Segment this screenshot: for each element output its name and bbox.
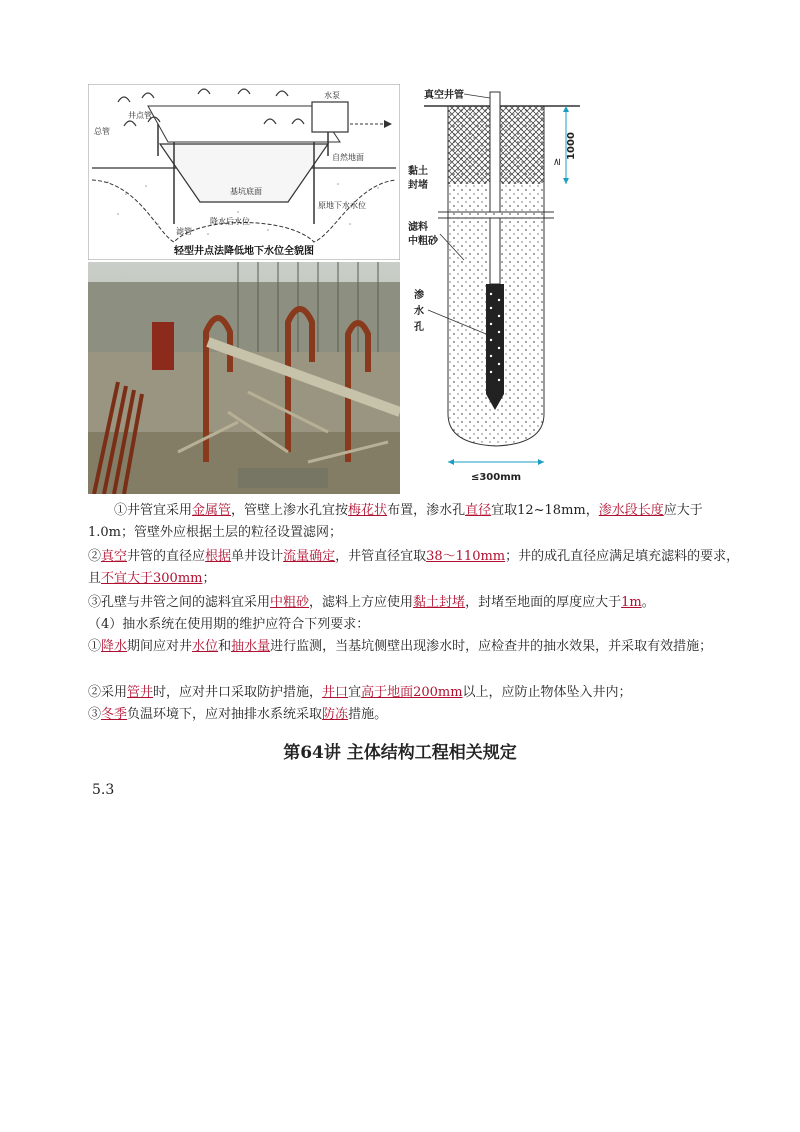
p7-text-1: ③ bbox=[88, 707, 102, 722]
p1-text-2: ，管壁上渗水孔宜按 bbox=[231, 503, 349, 518]
p6-text-1: ②采用 bbox=[88, 685, 128, 700]
diagram-label-pit-bottom: 基坑底面 bbox=[230, 187, 262, 196]
p7-keyword-winter: 冬季 bbox=[101, 707, 128, 722]
well-label-title: 真空井管 bbox=[424, 90, 464, 101]
p1-keyword-seepage-length: 渗水段长度 bbox=[598, 503, 664, 518]
well-label-seepage-2: 水 bbox=[414, 306, 424, 317]
lecture-heading: 第64讲 主体结构工程相关规定 bbox=[283, 743, 517, 763]
p3-text-3: ，封堵至地面的厚度应大于 bbox=[465, 595, 622, 610]
diagram-label-natural-ground: 自然地面 bbox=[332, 153, 364, 162]
well-label-depth-sym: ≥ bbox=[552, 157, 563, 166]
p2-text-3: 单井设计 bbox=[231, 549, 284, 564]
p2-keyword-flow: 流量确定 bbox=[283, 549, 336, 564]
p6-text-4: 以上，应防止物体坠入井内； bbox=[462, 685, 632, 700]
p7-text-2: 负温环境下，应对抽排水系统采取 bbox=[127, 707, 323, 722]
p6-text-2: 时，应对井口采取防护措施， bbox=[153, 685, 323, 700]
p2-text-6: ； bbox=[202, 571, 216, 586]
p5-text-2: 期间应对井 bbox=[127, 639, 193, 654]
p5-text-3: 和 bbox=[218, 639, 232, 654]
p5-keyword-water-level: 水位 bbox=[192, 639, 219, 654]
p3-text-1: ③孔壁与井管之间的滤料宜采用 bbox=[88, 595, 271, 610]
p1-text-3: 布置，渗水孔 bbox=[387, 503, 466, 518]
diagram-label-well-pipe: 井点管 bbox=[128, 111, 152, 120]
paragraph-2 bbox=[88, 546, 748, 590]
p5-keyword-pump-volume: 抽水量 bbox=[231, 639, 271, 654]
paragraph-5 bbox=[88, 636, 748, 658]
p6-keyword-well-mouth: 井口 bbox=[322, 685, 349, 700]
p3-keyword-sand: 中粗砂 bbox=[270, 595, 310, 610]
p1-text-5: 应大于1.0m；管壁外应根据土层的粒径设置滤网； bbox=[88, 503, 703, 540]
p2-text-5: ；井的成孔直径应满足填充滤料的要求，且 bbox=[88, 549, 740, 586]
paragraph-6 bbox=[88, 682, 748, 704]
p3-text-4: 。 bbox=[641, 595, 655, 610]
p1-keyword-diameter: 直径 bbox=[465, 503, 492, 518]
diagram-label-filter-pipe: 滤管 bbox=[176, 227, 192, 236]
well-label-filter-2: 中粗砂 bbox=[408, 236, 438, 247]
p1-keyword-metal-pipe: 金属管 bbox=[192, 503, 232, 518]
p3-keyword-1m: 1m bbox=[621, 595, 642, 610]
well-section-svg bbox=[404, 84, 580, 494]
p6-keyword-200mm: 高于地面200mm bbox=[361, 685, 463, 700]
p3-text-2: ，滤料上方应使用 bbox=[309, 595, 414, 610]
p2-keyword-max-300: 不宜大于300mm bbox=[101, 571, 203, 586]
p2-text-1: ② bbox=[88, 549, 102, 564]
diagram-label-original-water: 原地下水水位 bbox=[318, 201, 366, 210]
well-label-seepage-3: 孔 bbox=[414, 322, 424, 333]
p2-text-2: 井管的直径应 bbox=[127, 549, 206, 564]
p7-keyword-antifreeze: 防冻 bbox=[322, 707, 349, 722]
p2-keyword-diameter-range: 38～110mm bbox=[426, 549, 506, 564]
p2-keyword-vacuum: 真空 bbox=[101, 549, 128, 564]
site-photo bbox=[88, 262, 400, 494]
well-label-filter-1: 滤料 bbox=[408, 222, 428, 233]
p6-keyword-tube-well: 管井 bbox=[127, 685, 154, 700]
well-label-seepage-1: 渗 bbox=[414, 290, 424, 301]
well-label-clay-seal-1: 黏土 bbox=[408, 166, 428, 177]
dewatering-diagram bbox=[88, 84, 400, 260]
p1-text-1: ①井管宜采用 bbox=[114, 503, 193, 518]
paragraph-1 bbox=[88, 500, 748, 544]
p5-text-4: 进行监测，当基坑侧壁出现渗水时，应检查井的抽水效果，并采取有效措施； bbox=[270, 639, 713, 654]
diagram-label-main-pipe: 总管 bbox=[94, 127, 110, 136]
paragraph-7 bbox=[88, 704, 748, 726]
p3-keyword-clay-seal: 黏土封堵 bbox=[413, 595, 466, 610]
p2-keyword-according: 根据 bbox=[205, 549, 232, 564]
site-photo-svg bbox=[88, 262, 400, 494]
diagram-label-pump: 水泵 bbox=[324, 91, 340, 100]
paragraph-3 bbox=[88, 592, 748, 614]
diagram-label-lowered-water: 降水后水位 bbox=[210, 217, 250, 226]
p1-text-4: 宜取12~18mm， bbox=[491, 503, 599, 518]
dewatering-diagram-svg bbox=[88, 84, 400, 260]
p5-text-1: ① bbox=[88, 639, 102, 654]
well-label-depth: 1000 bbox=[566, 132, 577, 160]
section-number: 5.3 bbox=[92, 782, 115, 798]
well-section-diagram bbox=[404, 84, 580, 494]
p2-text-4: ，井管直径宜取 bbox=[335, 549, 427, 564]
p5-keyword-dewatering: 降水 bbox=[101, 639, 128, 654]
diagram-caption: 轻型井点法降低地下水位全貌图 bbox=[174, 246, 314, 257]
well-label-clay-seal-2: 封堵 bbox=[408, 180, 428, 191]
p7-text-3: 措施。 bbox=[348, 707, 388, 722]
p1-keyword-plum: 梅花状 bbox=[348, 503, 388, 518]
well-label-diameter: ≤300mm bbox=[470, 472, 522, 483]
paragraph-4: （4）抽水系统在使用期的维护应符合下列要求： bbox=[88, 617, 370, 632]
p6-text-3: 宜 bbox=[348, 685, 362, 700]
